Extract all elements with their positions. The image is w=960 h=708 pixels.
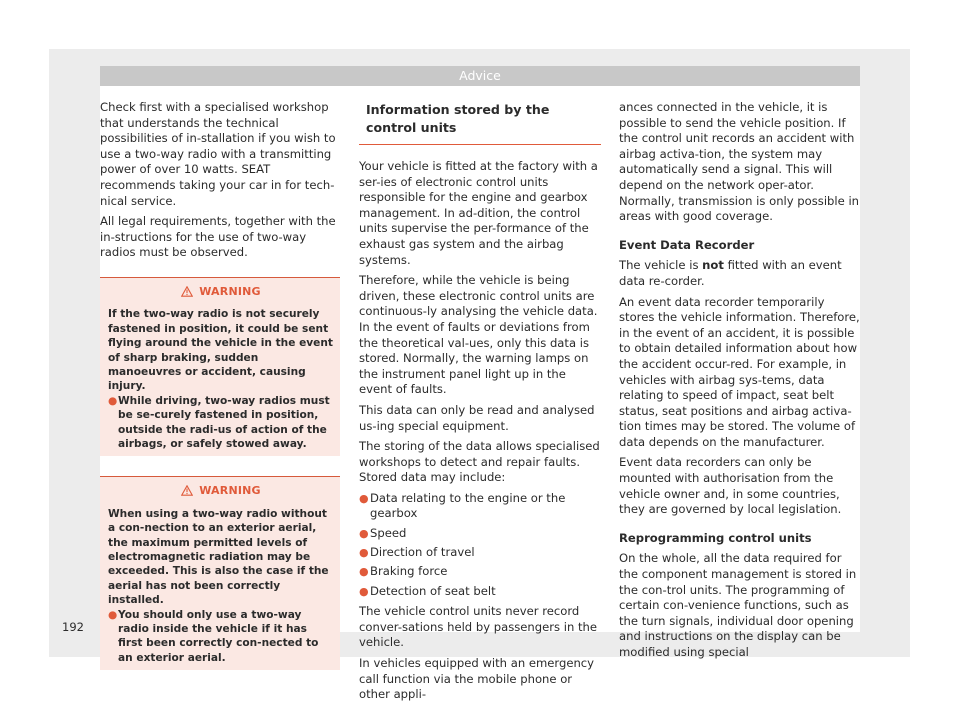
paragraph: Check first with a specialised workshop that understands the technical possibilities of in-stallation if you wish to use a two-way radio with a transmitting power of over 10 watts. SEAT recommends taking your car in for tech-nical service. [100,100,336,208]
warning-bullet-text: You should only use a two-way radio inside the vehicle if it has first been correctly con-nected to an exterior aerial. [118,608,319,664]
paragraph: This data can only be read and analysed us-ing special equipment. [359,402,595,433]
subheading: Event Data Recorder [619,237,755,252]
page-number: 192 [62,620,84,634]
list-item [359,584,601,600]
bullet-icon: ● [359,526,369,540]
paragraph: In vehicles equipped with an emergency call function via the mobile phone or other appli- [359,655,595,702]
bullet-icon: ● [359,546,369,560]
list-item-text: Braking force [370,564,448,579]
list-item-text: Data relating to the engine or the gearbox [370,490,566,521]
list-item [359,564,601,580]
warning-box [100,277,340,456]
list-item-text: Speed [370,525,407,540]
text-run: The vehicle is [619,258,703,273]
paragraph: Your vehicle is fitted at the factory with a ser-ies of electronic control units responsible for the engine and gearbox management. In ad-dition, the control units supervise the per-formance of the exhaust gas system and the airbag systems. [359,159,598,267]
bullet-icon: ● [359,491,369,505]
paragraph [619,258,860,289]
paragraph: All legal requirements, together with the in-structions for the use of two-way radios must be observed. [100,214,336,260]
bullet-icon: ● [108,608,118,621]
column-right [619,100,860,666]
warning-bullet-text: While driving, two-way radios must be se-curely fastened in position, outside the radi-us of action of the airbags, or safely stowed away. [118,394,330,450]
paragraph: Event data recorders can only be mounted with authorisation from the vehicle owner and, in some countries, they are governed by local legislation. [619,455,842,517]
section-header: Advice [100,66,860,86]
paragraph: Therefore, while the vehicle is being driven, these electronic control units are continuous-ly analysing the vehicle data. In the event of faults or deviations from the theoretical val-ues, only this data is stored. Normally, the warning lamps on the instrument panel light up in the event of faults. [359,273,598,397]
paragraph: On the whole, all the data required for the component management is stored in the con-trol units. The programming of certain con-venience functions, such as the turn signals, individual door opening and instructions on the display can be modified using special [619,551,857,659]
bullet-icon: ● [359,584,369,598]
warning-triangle-icon [181,485,193,496]
bullet-icon: ● [108,394,118,407]
warning-title [108,278,334,307]
bullet-list [359,491,601,599]
warning-title-text: WARNING [199,284,261,298]
paragraph: ances connected in the vehicle, it is possible to send the vehicle position. If the control unit records an accident with airbag activa-tion, the system may automatically send a signal. This will depend on the network oper-ator. Normally, transmission is only possible in areas with good coverage. [619,100,860,224]
paragraph: The storing of the data allows specialised workshops to detect and repair faults. Stored data may include: [359,439,600,485]
warning-bullet [108,394,334,452]
bullet-icon: ● [359,565,369,579]
column-left [100,100,340,670]
warning-bullet [108,608,334,666]
warning-triangle-icon [181,286,193,297]
warning-title [108,477,334,506]
warning-text: If the two-way radio is not securely fastened in position, it could be sent flying around the vehicle in the event of sharp braking, sudden manoeuvres or accident, causing injury. [108,308,333,393]
column-middle [359,100,601,708]
list-item-text: Detection of seat belt [370,583,496,598]
text-run-bold: not [702,258,724,273]
section-heading: Information stored by the control units [359,101,601,145]
warning-text: When using a two-way radio without a con-nection to an exterior aerial, the maximum permitted levels of electromagnetic radiation may be exceeded. This is also the case if the aerial has not been correctly installed. [108,507,329,607]
list-item [359,491,601,522]
paragraph: The vehicle control units never record conver-sations held by passengers in the vehicle. [359,604,598,650]
list-item [359,526,601,542]
list-item [359,545,601,561]
text-run: fitted with an event data re-corder. [619,258,842,288]
warning-title-text: WARNING [199,484,261,498]
subheading: Reprogramming control units [619,530,812,545]
list-item-text: Direction of travel [370,545,475,560]
paragraph: An event data recorder temporarily stores the vehicle information. Therefore, in the event of an accident, it is possible to obtain detailed information about how the accident occur-red. For example, in vehicles with airbag sys-tems, data relating to speed of impact, seat belt status, seat positions and airbag activa-tion times may be stored. The volume of data depends on the manufacturer. [619,294,860,449]
warning-box [100,476,340,670]
